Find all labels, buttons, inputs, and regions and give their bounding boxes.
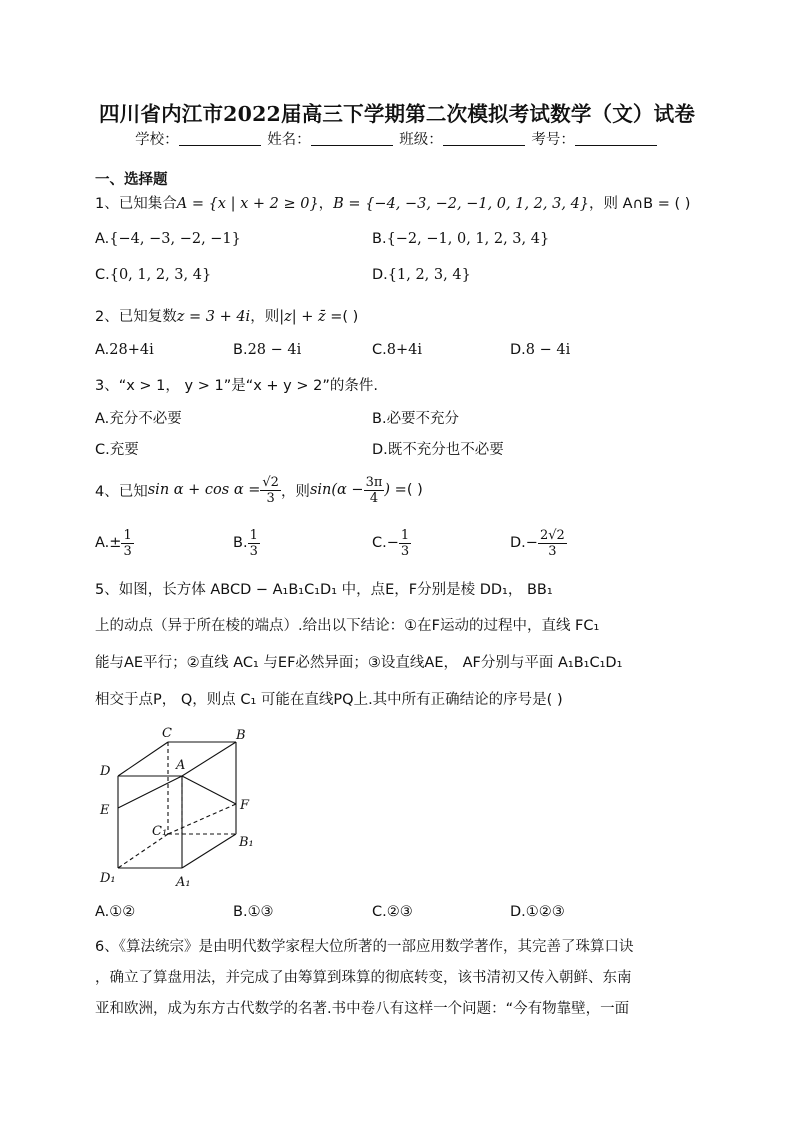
school-label: 学校： <box>135 132 179 148</box>
option-key: C. <box>372 342 387 358</box>
q4-tail: ( ) <box>406 482 423 498</box>
q5-text: 上的动点（异于所在棱的端点）.给出以下结论： <box>95 618 405 634</box>
q5-option-a[interactable] <box>95 904 135 920</box>
option-fraction <box>399 528 411 559</box>
segment-ea <box>118 776 182 808</box>
edge-a1b1 <box>182 834 236 868</box>
frac-num: 1 <box>123 527 132 543</box>
option-key: A. <box>95 231 110 247</box>
q4-expr2: sin(α − <box>309 482 364 498</box>
q4-option-b[interactable] <box>233 525 260 561</box>
option-key: A. <box>95 535 110 551</box>
option-text: {−4, −3, −2, −1} <box>109 231 241 247</box>
q5-conclusion-1: ① <box>404 618 418 634</box>
q3-option-b[interactable] <box>372 407 459 428</box>
label-c1: C₁ <box>152 824 168 839</box>
q4-fraction-2 <box>364 475 385 506</box>
q1-lead: 1、已知集合 <box>95 196 177 212</box>
option-key: D. <box>510 342 526 358</box>
label-a1: A₁ <box>176 875 191 890</box>
q6-line-3: 亚和欧洲，成为东方古代数学的名著.书中卷八有这样一个问题：“今有物靠壁，一面 <box>95 1001 630 1017</box>
q2-z: z = 3 + 4i <box>176 309 251 325</box>
option-text: {−2, −1, 0, 1, 2, 3, 4} <box>386 231 550 247</box>
cuboid-figure <box>90 720 270 892</box>
q5-conclusion-3: ③ <box>367 655 381 671</box>
label-b: B <box>236 728 246 743</box>
option-text: 既不充分也不必要 <box>387 442 504 458</box>
page-title: 四川省内江市2022届高三下学期第二次模拟考试数学（文）试卷 <box>98 102 696 126</box>
frac-den: 3 <box>400 543 410 559</box>
q4-f1-num: √2 <box>262 474 279 490</box>
segment-af <box>182 776 236 804</box>
frac-num: 1 <box>400 527 410 543</box>
q3-option-d[interactable] <box>372 438 504 459</box>
label-a: A <box>176 758 186 773</box>
q5-option-d[interactable] <box>510 904 565 920</box>
class-blank[interactable] <box>443 131 525 146</box>
q2-option-a[interactable] <box>95 342 154 358</box>
school-blank[interactable] <box>179 131 261 146</box>
option-text: {0, 1, 2, 3, 4} <box>109 267 212 283</box>
q2-expr: |z| + z̄ = <box>279 309 343 325</box>
q4-f1-den: 3 <box>266 490 275 506</box>
label-d1: D₁ <box>100 871 116 886</box>
q1-set-b: B = {−4, −3, −2, −1, 0, 1, 2, 3, 4} <box>333 196 590 212</box>
option-text: {1, 2, 3, 4} <box>387 267 471 283</box>
question-3: 3、“x > 1， y > 1”是“x + y > 2”的条件. <box>95 378 378 394</box>
option-text: 28 − 4i <box>247 342 302 358</box>
question-4 <box>95 470 423 510</box>
question-2 <box>95 305 358 326</box>
option-fraction <box>248 528 260 559</box>
option-text: ①②③ <box>525 904 565 920</box>
option-sign: − <box>386 535 399 551</box>
q4-mid: ，则 <box>280 483 310 500</box>
q2-option-c[interactable] <box>372 342 422 358</box>
option-text: ①③ <box>247 904 274 920</box>
edge-ab <box>182 742 236 776</box>
option-key: B. <box>372 411 387 427</box>
q5-text: 设直线AE， AF分别与平面 A₁B₁C₁D₁ <box>380 655 623 671</box>
q1-option-b[interactable] <box>372 231 549 247</box>
q2-mid: ，则 <box>250 309 280 325</box>
option-text: 8+4i <box>386 342 422 358</box>
q6-line-1: 6、《算法统宗》是由明代数学家程大位所著的一部应用数学著作，其完善了珠算口诀 <box>95 939 634 955</box>
option-key: B. <box>233 342 248 358</box>
option-key: D. <box>372 267 388 283</box>
option-sign: − <box>525 535 538 551</box>
q5-line-3 <box>95 651 622 672</box>
option-key: A. <box>95 411 110 427</box>
q6-line-2: ，确立了算盘用法，并完成了由筹算到珠算的彻底转变，该书清初又传入朝鲜、东南 <box>95 970 632 986</box>
class-label: 班级： <box>399 132 443 148</box>
q1-option-c[interactable] <box>95 267 211 283</box>
option-sign: ± <box>109 535 122 551</box>
q5-line-1: 5、如图，长方体 ABCD − A₁B₁C₁D₁ 中，点E，F分别是棱 DD₁， BB₁ <box>95 582 553 598</box>
q5-option-b[interactable] <box>233 904 274 920</box>
option-fraction <box>538 528 567 559</box>
option-text: ①② <box>109 904 136 920</box>
label-e: E <box>100 803 110 818</box>
frac-den: 3 <box>123 543 132 559</box>
q5-text: 在F运动的过程中，直线 FC₁ <box>417 618 600 634</box>
option-text: 必要不充分 <box>386 411 460 427</box>
q1-option-a[interactable] <box>95 231 241 247</box>
option-text: 28+4i <box>109 342 154 358</box>
number-blank[interactable] <box>575 131 657 146</box>
number-label: 考号： <box>531 132 575 148</box>
option-key: B. <box>233 904 248 920</box>
edge-c1d1 <box>118 834 168 868</box>
segment-c1f <box>168 804 236 834</box>
option-key: A. <box>95 904 110 920</box>
q3-option-c[interactable] <box>95 438 139 459</box>
q2-option-d[interactable] <box>510 342 570 358</box>
option-text: 充要 <box>109 442 139 458</box>
section-title: 一、选择题 <box>95 172 168 188</box>
q4-option-c[interactable] <box>372 525 411 561</box>
q5-text: 直线 AC₁ 与EF必然异面； <box>199 655 368 671</box>
option-text: 8 − 4i <box>525 342 571 358</box>
q4-expr1: sin α + cos α = <box>147 482 261 498</box>
label-b1: B₁ <box>239 835 254 850</box>
q3-option-a[interactable] <box>95 407 182 428</box>
q4-f2-num: 3π <box>365 474 383 490</box>
q4-option-d[interactable] <box>510 525 567 561</box>
q1-set-a: A = {x | x + 2 ≥ 0} <box>176 196 319 212</box>
label-f: F <box>240 798 250 813</box>
option-key: B. <box>372 231 387 247</box>
q4-option-a[interactable] <box>95 525 134 561</box>
option-key: C. <box>95 267 110 283</box>
q5-conclusion-2: ② <box>186 655 200 671</box>
frac-den: 3 <box>249 543 258 559</box>
q1-option-d[interactable] <box>372 267 471 283</box>
q5-line-2 <box>95 614 599 635</box>
option-key: A. <box>95 342 110 358</box>
student-info-line <box>0 128 794 149</box>
option-key: B. <box>233 535 248 551</box>
option-key: D. <box>510 904 526 920</box>
q2-tail: ( ) <box>342 309 359 325</box>
option-text: 充分不必要 <box>109 411 182 427</box>
frac-num: 2√2 <box>539 527 565 543</box>
option-key: C. <box>372 535 387 551</box>
frac-num: 1 <box>249 527 258 543</box>
frac-den: 3 <box>548 543 557 559</box>
name-blank[interactable] <box>311 131 393 146</box>
q4-fraction-1 <box>260 475 281 506</box>
option-fraction <box>121 528 133 559</box>
q1-sep: ， <box>318 196 334 212</box>
q4-lead: 4、已知 <box>95 483 148 500</box>
option-key: C. <box>95 442 110 458</box>
q1-tail: ，则 A∩B = ( ) <box>589 196 691 212</box>
name-label: 姓名： <box>267 132 311 148</box>
q2-option-b[interactable] <box>233 342 301 358</box>
label-c: C <box>162 726 172 741</box>
q5-text: 能与AE平行； <box>95 655 187 671</box>
q4-f2-den: 4 <box>369 490 379 506</box>
q5-line-4: 相交于点P， Q，则点 C₁ 可能在直线PQ上.其中所有正确结论的序号是( ) <box>95 692 563 708</box>
question-1 <box>95 192 690 213</box>
option-text: ②③ <box>386 904 413 920</box>
option-key: D. <box>510 535 526 551</box>
edge-cd <box>118 742 168 776</box>
q5-option-c[interactable] <box>372 904 413 920</box>
q4-expr3: ) = <box>384 482 407 498</box>
q2-lead: 2、已知复数 <box>95 309 177 325</box>
option-key: D. <box>372 442 388 458</box>
label-d: D <box>100 764 111 779</box>
option-key: C. <box>372 904 387 920</box>
